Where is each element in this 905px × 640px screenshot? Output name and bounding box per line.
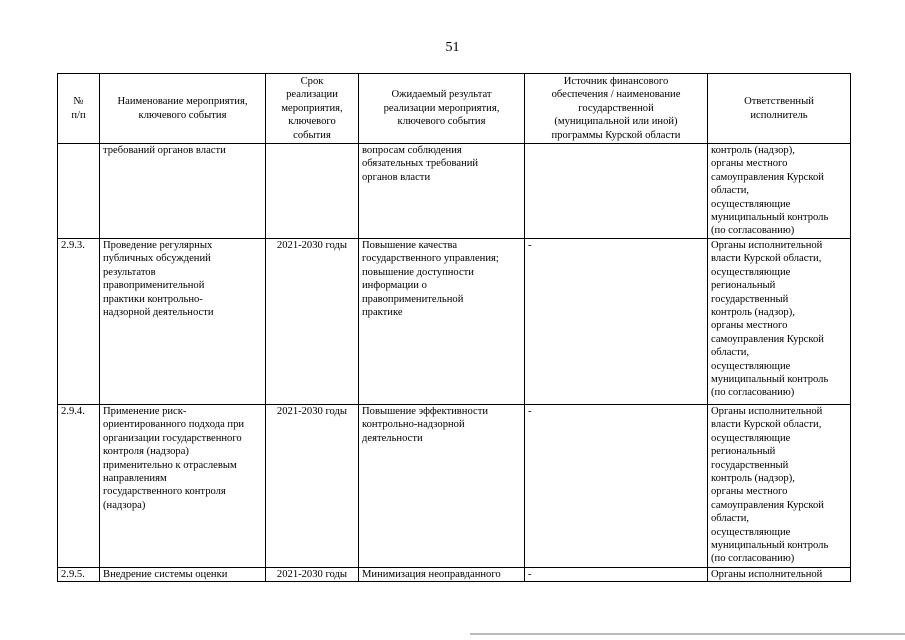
- table-header-row: [58, 74, 851, 144]
- row-result: Минимизация неоправданного: [359, 568, 525, 582]
- row-result: Повышение качества государственного управления; повышение доступности информации о правоприменительной практике: [359, 239, 525, 405]
- measures-table: [57, 73, 851, 582]
- row-result: вопросам соблюдения обязательных требований органов власти: [359, 144, 525, 239]
- header-name: Наименование мероприятия, ключевого события: [100, 74, 266, 144]
- row-name: Применение риск- ориентированного подхода при организации государственного контроля (надзора) применительно к отраслевым направлениям государственного контроля (надзора): [100, 405, 266, 568]
- row-num: 2.9.3.: [58, 239, 100, 405]
- row-term: 2021-2030 годы: [266, 239, 359, 405]
- header-source: Источник финансового обеспечения / наименование государственной (муниципальной или иной) программы Курской области: [525, 74, 708, 144]
- row-num: [58, 144, 100, 239]
- row-executor: Органы исполнительной: [708, 568, 851, 582]
- row-executor: контроль (надзор), органы местного самоуправления Курской области, осуществляющие муниципальный контроль (по согласованию): [708, 144, 851, 239]
- scan-edge-line: [470, 633, 905, 635]
- row-num: 2.9.4.: [58, 405, 100, 568]
- row-result: Повышение эффективности контрольно-надзорной деятельности: [359, 405, 525, 568]
- table-row: [58, 405, 851, 568]
- row-term: 2021-2030 годы: [266, 568, 359, 582]
- row-name: требований органов власти: [100, 144, 266, 239]
- row-source: -: [525, 568, 708, 582]
- page-number: 51: [445, 40, 460, 55]
- row-executor: Органы исполнительной власти Курской области, осуществляющие региональный государственный контроль (надзор), органы местного самоуправления Курской области, осуществляющие муниципальный контроль (по согласованию): [708, 405, 851, 568]
- header-term: Срок реализации мероприятия, ключевого события: [266, 74, 359, 144]
- header-executor: Ответственный исполнитель: [708, 74, 851, 144]
- row-num: 2.9.5.: [58, 568, 100, 582]
- header-num: № п/п: [58, 74, 100, 144]
- row-term: 2021-2030 годы: [266, 405, 359, 568]
- row-source: -: [525, 405, 708, 568]
- row-term: [266, 144, 359, 239]
- row-source: -: [525, 239, 708, 405]
- row-executor: Органы исполнительной власти Курской области, осуществляющие региональный государственный контроль (надзор), органы местного самоуправления Курской области, осуществляющие муниципальный контроль (по согласованию): [708, 239, 851, 405]
- row-name: Внедрение системы оценки: [100, 568, 266, 582]
- header-result: Ожидаемый результат реализации мероприятия, ключевого события: [359, 74, 525, 144]
- table-row: [58, 144, 851, 239]
- row-source: [525, 144, 708, 239]
- row-name: Проведение регулярных публичных обсуждений результатов правоприменительной практики контрольно- надзорной деятельности: [100, 239, 266, 405]
- table-row: [58, 239, 851, 405]
- table-row: [58, 568, 851, 582]
